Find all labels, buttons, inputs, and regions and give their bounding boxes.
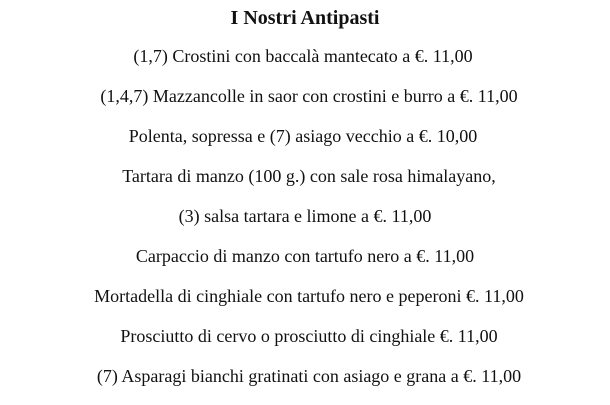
menu-item-tartara-manzo: Tartara di manzo (100 g.) con sale rosa himalayano,	[122, 166, 496, 186]
menu-item-asparagi-bianchi: (7) Asparagi bianchi gratinati con asiago e grana a €. 11,00	[96, 366, 522, 386]
menu-item-mazzancolle: (1,4,7) Mazzancolle in saor con crostini e burro a €. 11,00	[100, 86, 518, 106]
menu-title: I Nostri Antipasti	[230, 7, 380, 29]
menu-item-prosciutto-cervo: Prosciutto di cervo o prosciutto di cinghiale €. 11,00	[120, 326, 498, 346]
menu-item-crostini-baccala: (1,7) Crostini con baccalà mantecato a €. 11,00	[133, 46, 473, 66]
menu-item-carpaccio-manzo: Carpaccio di manzo con tartufo nero a €. 11,00	[135, 246, 475, 266]
menu-item-tartara-manzo-continued: (3) salsa tartara e limone a €. 11,00	[178, 206, 432, 226]
menu-item-mortadella-cinghiale: Mortadella di cinghiale con tartufo nero e peperoni €. 11,00	[94, 286, 524, 306]
menu-item-polenta-sopressa: Polenta, sopressa e (7) asiago vecchio a €. 10,00	[128, 126, 478, 146]
